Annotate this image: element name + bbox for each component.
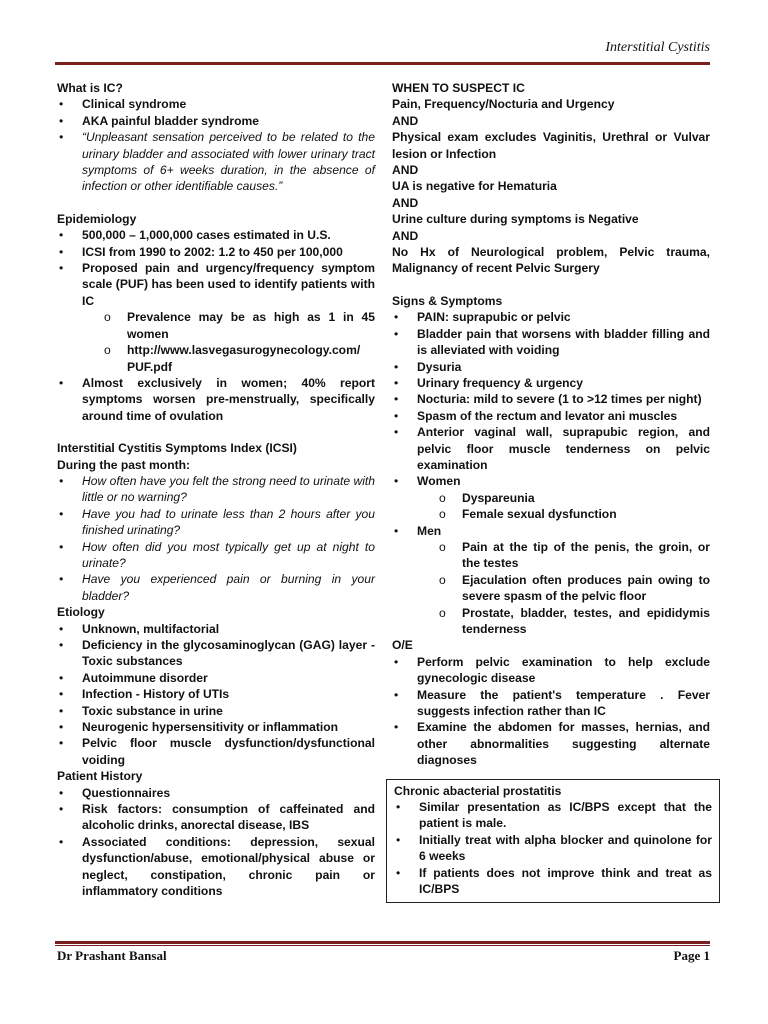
list-item: • Proposed pain and urgency/frequency symptom scale (PUF) has been used to identify patients with IC [57,260,375,309]
prostatitis-box [386,779,720,903]
sub-list-item: o Prostate, bladder, testes, and epididymis tenderness [392,605,710,638]
list-item: • PAIN: suprapubic or pelvic [392,309,710,325]
oe-list [392,654,710,769]
list-item: • If patients does not improve think and treat as IC/BPS [394,865,712,898]
epidemiology-list [57,227,375,309]
when-line: No Hx of Neurological problem, Pelvic trauma, Malignancy of recent Pelvic Surgery [392,245,710,276]
left-column [57,80,375,900]
list-item: • Autoimmune disorder [57,670,375,686]
what-is-ic-list [57,96,375,129]
when-line: AND [392,163,419,178]
when-line: Urine culture during symptoms is Negative [392,212,639,227]
list-item: • Associated conditions: depression, sexual dysfunction/abuse, emotional/physical abuse or neglect, constipation, chronic pain or inflammatory conditions [57,834,375,900]
sub-list-item: o Prevalence may be as high as 1 in 45 women [57,309,375,342]
when-line: Pain, Frequency/Nocturia and Urgency [392,97,615,112]
list-item: • Spasm of the rectum and levator ani muscles [392,408,710,424]
signs-symptoms-list [392,309,710,489]
sub-list-item: o Dyspareunia [392,490,710,506]
sub-list-item: o Pain at the tip of the penis, the groin, or the testes [392,539,710,572]
footer-rule [55,941,710,944]
list-item: • Have you experienced pain or burning in your bladder? [57,571,375,604]
section-heading-oe: O/E [392,638,413,653]
list-item: • 500,000 – 1,000,000 cases estimated in U.S. [57,227,375,243]
list-item: • ICSI from 1990 to 2002: 1.2 to 450 per 100,000 [57,244,375,260]
footer-rule-thin [55,945,710,946]
list-item: • Clinical syndrome [57,96,375,112]
list-item: • How often did you most typically get up at night to urinate? [57,539,375,572]
list-item: • How often have you felt the strong need to urinate with little or no warning? [57,473,375,506]
prostatitis-list [394,799,712,897]
footer-author: Dr Prashant Bansal [57,948,167,963]
etiology-list [57,621,375,769]
section-heading-signs-symptoms: Signs & Symptoms [392,293,503,308]
list-item: • Perform pelvic examination to help exclude gynecologic disease [392,654,710,687]
section-heading-what-is-ic: What is IC? [57,81,123,95]
page-number: Page 1 [673,948,710,963]
epidemiology-list-2 [57,375,375,424]
list-item: • Toxic substance in urine [57,703,375,719]
section-heading-etiology: Etiology [57,605,105,620]
men-sublist [392,539,710,637]
right-column [392,80,710,903]
patient-history-list [57,785,375,900]
list-item: • Deficiency in the glycosaminoglycan (GAG) layer - Toxic substances [57,637,375,670]
ic-definition-quote [57,129,375,195]
list-item: • Pelvic floor muscle dysfunction/dysfunctional voiding [57,735,375,768]
sub-list-item: o http://www.lasvegasurogynecology.com/ PUF.pdf [57,342,375,375]
prostatitis-heading: Chronic abacterial prostatitis [394,783,562,798]
section-heading-icsi: Interstitial Cystitis Symptoms Index (ICSI) [57,441,297,456]
list-item: • “Unpleasant sensation perceived to be related to the urinary bladder and associated with lower urinary tract symptoms of 6+ weeks duration, in the absence of infection or other identifiable causes.” [57,129,375,195]
list-item: • Questionnaires [57,785,375,801]
sub-list-item: o Ejaculation often produces pain owing to severe spasm of the pelvic floor [392,572,710,605]
list-item: • AKA painful bladder syndrome [57,113,375,129]
list-item: • Risk factors: consumption of caffeinated and alcoholic drinks, anorectal disease, IBS [57,801,375,834]
section-heading-patient-history: Patient History [57,769,143,784]
header-rule [55,62,710,65]
list-item: • Similar presentation as IC/BPS except that the patient is male. [394,799,712,832]
list-item: • Nocturia: mild to severe (1 to >12 times per night) [392,391,710,407]
list-item: • Almost exclusively in women; 40% report symptoms worsen pre-menstrually, specifically around time of ovulation [57,375,375,424]
list-item: • Urinary frequency & urgency [392,375,710,391]
when-line: AND [392,195,419,210]
list-item: • Anterior vaginal wall, suprapubic region, and pelvic floor muscle tenderness on pelvic examination [392,424,710,473]
epidemiology-sublist [57,309,375,375]
icsi-subheading: During the past month: [57,457,191,472]
when-line: AND [392,228,419,243]
list-item: • Initially treat with alpha blocker and quinolone for 6 weeks [394,832,712,865]
list-item: • Infection - History of UTIs [57,686,375,702]
section-heading-epidemiology: Epidemiology [57,211,137,226]
list-item: • Examine the abdomen for masses, hernias, and other abnormalities suggesting alternate diagnoses [392,719,710,768]
icsi-question-list [57,473,375,604]
list-item: • Women [392,473,710,489]
list-item: • Men [392,523,710,539]
list-item: • Neurogenic hypersensitivity or inflammation [57,719,375,735]
list-item: • Measure the patient's temperature . Fever suggests infection rather than IC [392,687,710,720]
when-line: Physical exam excludes Vaginitis, Urethral or Vulvar lesion or Infection [392,130,710,161]
men-list [392,523,710,539]
list-item: • Dysuria [392,359,710,375]
section-heading-when-to-suspect: WHEN TO SUSPECT IC [392,81,525,95]
document-title: Interstitial Cystitis [605,40,710,55]
sub-list-item: o Female sexual dysfunction [392,506,710,522]
when-line: AND [392,113,419,128]
list-item: • Have you had to urinate less than 2 hours after you finished urinating? [57,506,375,539]
list-item: • Bladder pain that worsens with bladder filling and is alleviated with voiding [392,326,710,359]
list-item: • Unknown, multifactorial [57,621,375,637]
women-sublist [392,490,710,523]
when-line: UA is negative for Hematuria [392,179,557,194]
